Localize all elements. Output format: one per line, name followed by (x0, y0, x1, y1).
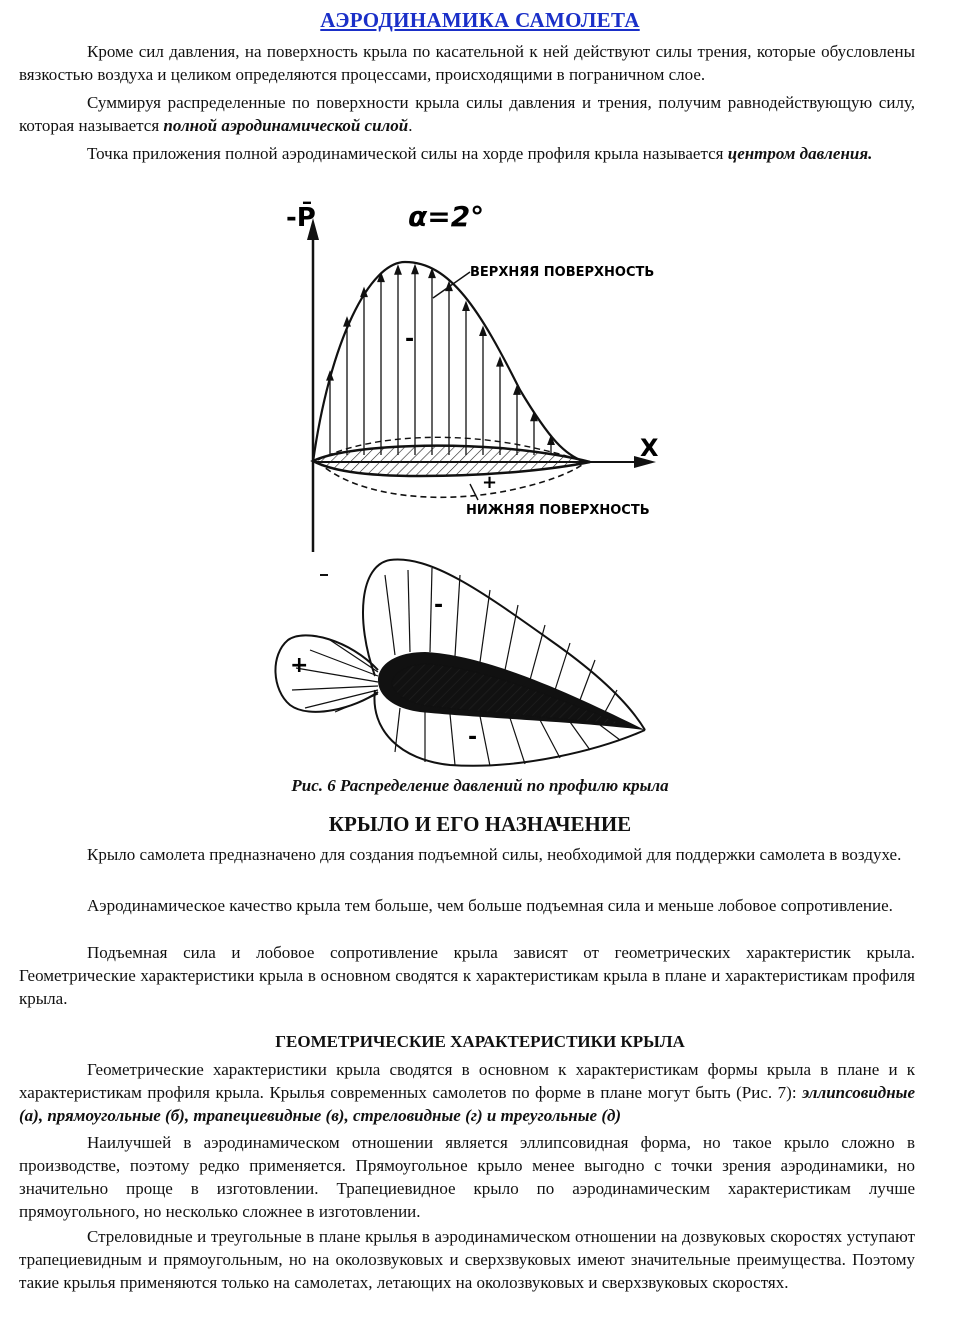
polar-pressure-diagram (275, 560, 645, 766)
lower-surface-label: НИЖНЯЯ ПОВЕРХНОСТЬ (466, 503, 650, 518)
section-title: КРЫЛО И ЕГО НАЗНАЧЕНИЕ (328, 812, 632, 836)
y-axis-label: -P̄ (286, 203, 316, 233)
airfoil-profile (313, 446, 590, 476)
polar-ray (580, 660, 595, 700)
upper-surface-label: ВЕРХНЯЯ ПОВЕРХНОСТЬ (470, 265, 655, 280)
lower-sign: + (482, 472, 498, 493)
section-paragraph-1: Крыло самолета предназначено для создания подъемной силы, необходимой для поддержки самолета в воздухе. (87, 845, 902, 864)
subsection-text-1: Геометрические характеристики крыла сводятся в основном к характеристикам формы крыла в плане и к характеристикам профиля крыла. Крылья современных самолетов по форме в плане могут быть (Рис. 7): (19, 1060, 915, 1102)
polar-ray (408, 570, 410, 652)
polar-ray (570, 722, 590, 750)
subsection-title: ГЕОМЕТРИЧЕСКИЕ ХАРАКТЕРИСТИКИ КРЫЛА (275, 1032, 685, 1051)
x-axis-label: X (640, 434, 659, 462)
polar-ray (530, 625, 545, 680)
subsection-paragraph-2: Наилучшей в аэродинамическом отношении является эллипсовидная форма, но такое крыло сложно в производстве, поэтому редко применяется. Прямоугольное крыло менее выгодно с точки зрения аэродинамики, но значительно проще в изготовлении. Трапециевидное крыло по аэродинамическим характеристикам лучше прямоугольного, но несколько сложнее в изготовлении. (19, 1133, 915, 1221)
pressure-arrow-head (463, 302, 469, 310)
polar-ray (505, 605, 518, 670)
polar-ray (292, 686, 378, 690)
polar-ray (430, 568, 432, 652)
upper-pressure-arrows (327, 266, 554, 455)
section-paragraph-2: Аэродинамическое качество крыла тем больше, чем больше подъемная сила и меньше лобовое сопротивление. (87, 896, 893, 915)
polar-ray (480, 716, 490, 766)
polar-ray (540, 720, 560, 758)
polar-minus-top: - (434, 593, 444, 618)
wing-shapes-list: эллипсовидные (а), прямоугольные (б), трапециевидные (в), стреловидные (г) и треугольные (д) (19, 1083, 915, 1125)
subsection-paragraph-1 (19, 1058, 915, 1127)
polar-ray (480, 590, 490, 662)
polar-ray (600, 725, 620, 740)
pressure-arrow-head (497, 358, 503, 366)
angle-label: α=2° (408, 200, 485, 233)
intro-text-2: Суммируя распределенные по поверхности крыла силы давления и трения, получим равнодействующую силу, которая называется (19, 93, 915, 135)
term-full-force: полной аэродинамической силой (163, 116, 409, 135)
lower-label-leader (470, 484, 478, 500)
intro-text-3: Точка приложения полной аэродинамической силы на хорде профиля крыла называется (87, 144, 728, 163)
intro-tail-2: . (408, 116, 413, 135)
pressure-arrow-head (412, 266, 418, 274)
polar-ray (385, 575, 395, 655)
term-pressure-center: центром давления. (727, 144, 873, 163)
upper-label-leader (433, 272, 470, 298)
polar-ray (450, 714, 455, 765)
polar-ray (510, 718, 525, 764)
pressure-chart-top (286, 200, 659, 575)
polar-minus-bottom: - (468, 725, 478, 750)
section-paragraph-3: Подъемная сила и лобовое сопротивление крыла зависят от геометрических характеристик крыла. Геометрические характеристики крыла в основном сводятся к характеристикам крыла в плане и характеристикам профиля крыла. (19, 943, 915, 1008)
polar-ray (455, 575, 460, 656)
intro-text-1: Кроме сил давления, на поверхность крыла по касательной к ней действуют силы трения, которые обусловлены вязкостью воздуха и целиком определяются процессами, происходящими в пограничном слое. (19, 42, 915, 84)
figure-caption: Рис. 6 Распределение давлений по профилю крыла (291, 776, 669, 795)
upper-sign: - (405, 327, 415, 352)
pressure-arrow-head (395, 266, 401, 274)
pressure-arrow-head (480, 327, 486, 335)
subsection-paragraph-3: Стреловидные и треугольные в плане крылья в аэродинамическом отношении на дозвуковых скоростях уступают трапециевидным и прямоугольным, но на околозвуковых и сверхзвуковых имеют значительные преимущества. Поэтому такие крылья применяются только на самолетах, летающих на околозвуковых и сверхзвуковых скоростях. (19, 1227, 915, 1292)
polar-plus-sign: + (290, 653, 309, 678)
page-title: АЭРОДИНАМИКА САМОЛЕТА (320, 8, 640, 32)
